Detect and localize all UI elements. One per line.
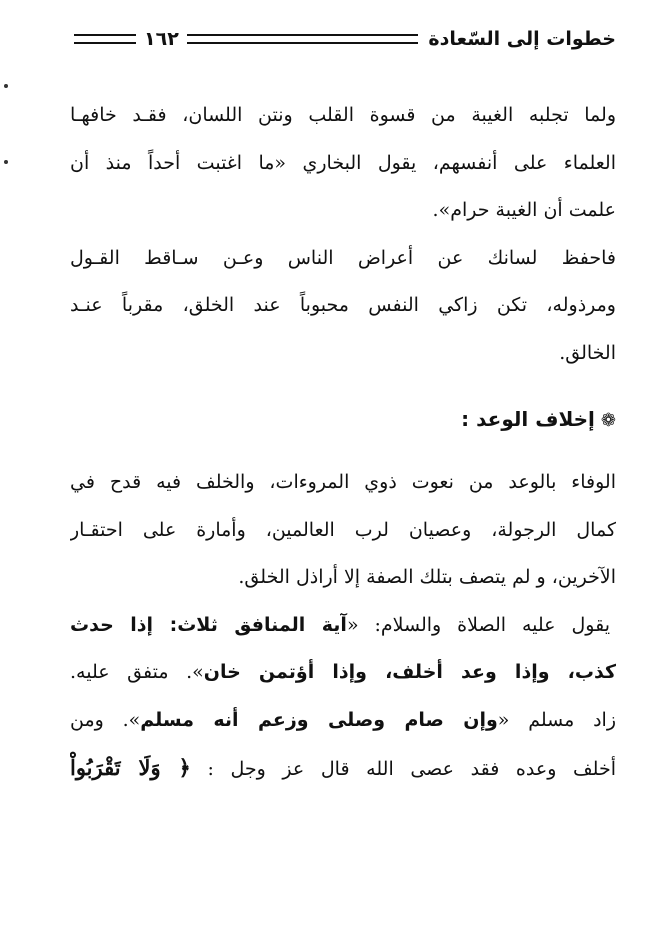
hadith-text: كذب، وإذا وعد أخلف، وإذا أؤتمن خان [203,661,616,683]
hadith-source: ». متفق عليه. [70,661,204,683]
quran-verse: ﴿ وَلَا تَقْرَبُواْ [70,755,191,780]
header-rule [187,34,419,44]
section-heading-text: إخلاف الوعد : [461,407,595,431]
page-number: ١٦٢ [144,28,179,50]
text-line: العلماء على أنفسهم، يقول البخاري «ما اغتبت أحداً منذ أن [70,151,616,174]
section-heading [70,399,616,441]
text-line [70,744,616,794]
verse-intro: أخلف وعده فقد عصى الله قال عز وجل : [190,758,616,780]
text-line: ولما تجلبه الغيبة من قسوة القلب ونتن اللسان، فقـد خافهـا [70,104,616,126]
margin-dot [4,160,8,164]
text-line: فاحفظ لسانك عن أعراض الناس وعـن سـاقط القـول [70,246,616,269]
text-line: الآخرين، و لم يتصف بتلك الصفة إلا أراذل الخلق. [238,566,616,588]
header-rule-short [74,34,136,44]
page-header [70,22,616,56]
running-title: خطوات إلى السّعادة [428,28,616,50]
paragraph-backbiting [70,92,616,235]
text-line: كمال الرجولة، وعصيان لرب العالمين، وأمارة على احتقـار [70,518,616,541]
page-body [70,92,616,794]
hadith-text: آية المنافق ثلاث: إذا حدث [70,613,347,636]
paragraph-guard-tongue [70,235,616,378]
text-line: الوفاء بالوعد من نعوت ذوي المروءات، والخلف فيه قدح في [70,471,616,493]
text-line [70,649,616,697]
hadith-intro: يقول عليه الصلاة والسلام: « [346,613,610,636]
paragraph-hadith [70,602,616,794]
paragraph-keeping-promises [70,459,616,602]
hadith-addition-text: وإن صام وصلى وزعم أنه مسلم [140,708,498,731]
hadith-addition-intro: زاد مسلم « [497,708,616,731]
text-line: علمت أن الغيبة حرام». [432,199,616,221]
hadith-addition-tail: ». ومن [70,708,141,731]
flower-bullet-icon: ❁ [600,410,616,431]
text-line: ومرذوله، تكن زاكي النفس محبوباً عند الخلق، مقرباً عنـد [70,294,616,316]
margin-dot [4,84,8,88]
text-line [70,697,616,745]
text-line [70,602,616,650]
text-line: الخالق. [559,341,616,364]
